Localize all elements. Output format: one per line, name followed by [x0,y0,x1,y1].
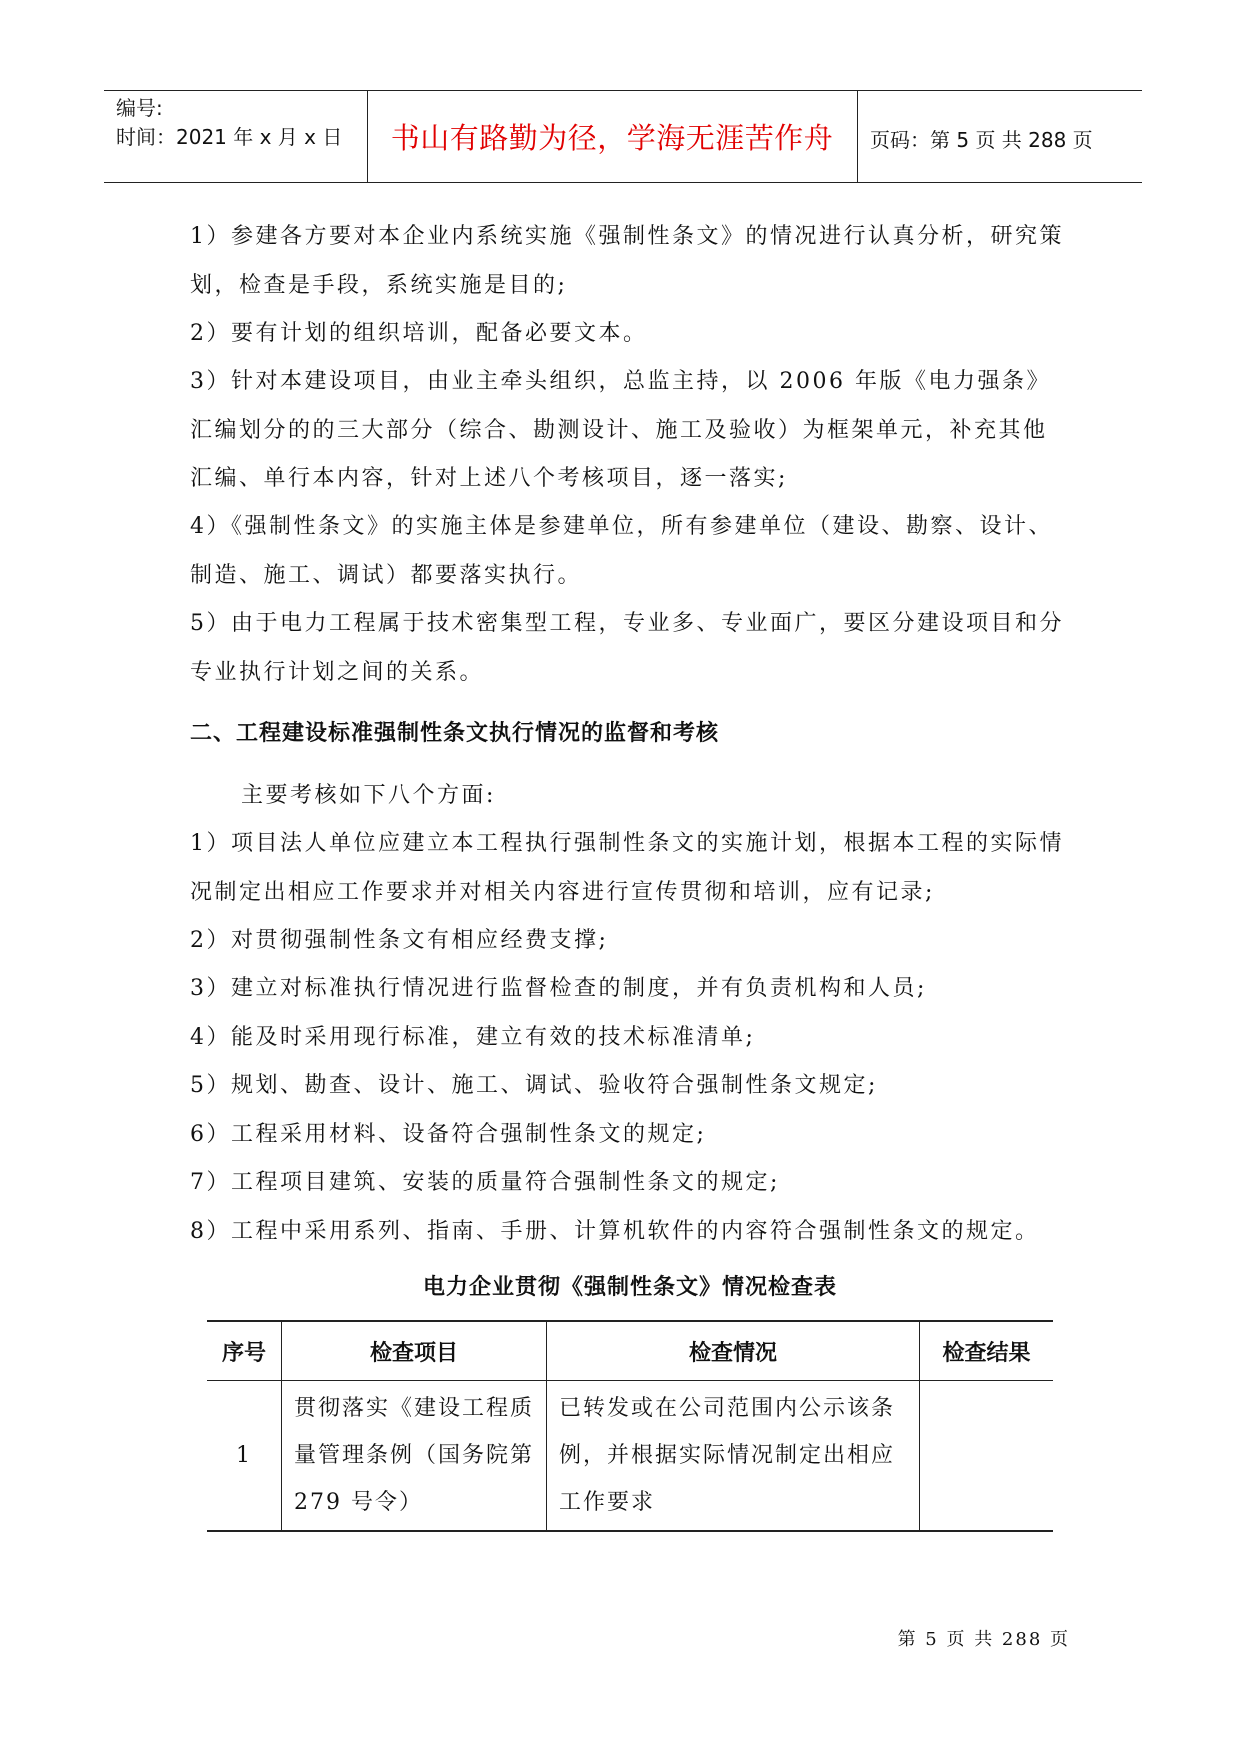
header-number-label: 编号: [116,96,163,120]
paragraph-5: 5）由于电力工程属于技术密集型工程，专业多、专业面广，要区分建设项目和分专业执行计划之间的关系。 [190,611,1064,685]
paragraph-3: 3）针对本建设项目，由业主牵头组织，总监主持，以 2006 年版《电力强条》汇编划分的的三大部分（综合、勘测设计、施工及验收）为框架单元，补充其他汇编、单行本内容，针对上述八个考核项目，逐一落实; [190,369,1051,491]
header-top-rule [104,90,1142,91]
list-item: 7）工程项目建筑、安装的质量符合强制性条文的规定; [190,1170,780,1195]
table-cell-item: 贯彻落实《建设工程质量管理条例（国务院第 279 号令） [282,1381,547,1532]
header-divider-right [857,90,858,182]
paragraph-1: 1）参建各方要对本企业内系统实施《强制性条文》的情况进行认真分析，研究策划，检查是手段，系统实施是目的; [190,224,1064,298]
section-heading: 二、工程建设标准强制性条文执行情况的监督和考核 [190,721,720,746]
list-item: 8）工程中采用系列、指南、手册、计算机软件的内容符合强制性条文的规定。 [190,1219,1040,1244]
inspection-table [207,1320,1053,1532]
table-cell-status: 已转发或在公司范围内公示该条例，并根据实际情况制定出相应工作要求 [547,1381,920,1532]
column-header: 检查情况 [547,1321,920,1381]
table-row [207,1381,1053,1532]
list-item: 5）规划、勘查、设计、施工、调试、验收符合强制性条文规定; [190,1073,878,1098]
header-time-label: 时间：2021 年 x 月 x 日 [116,125,343,149]
column-header: 检查项目 [282,1321,547,1381]
list-item: 1）项目法人单位应建立本工程执行强制性条文的实施计划，根据本工程的实际情况制定出相应工作要求并对相关内容进行宣传贯彻和培训，应有记录; [190,831,1064,905]
paragraph-2: 2）要有计划的组织培训，配备必要文本。 [190,321,648,346]
table-cell-result [920,1381,1054,1532]
page-footer: 第 5 页 共 288 页 [897,1629,1070,1650]
list-item: 4）能及时采用现行标准，建立有效的技术标准清单; [190,1025,756,1050]
table-cell-num: 1 [207,1381,282,1532]
header-page-label: 页码：第 5 页 共 288 页 [870,128,1093,152]
header-bottom-rule [104,182,1142,183]
paragraph-4: 4）《强制性条文》的实施主体是参建单位，所有参建单位（建设、勘察、设计、制造、施工、调试）都要落实执行。 [190,514,1053,588]
section-intro: 主要考核如下八个方面: [241,783,496,808]
table-title: 电力企业贯彻《强制性条文》情况检查表 [422,1275,837,1300]
list-item: 6）工程采用材料、设备符合强制性条文的规定; [190,1122,707,1147]
column-header: 检查结果 [920,1321,1054,1381]
list-item: 3）建立对标准执行情况进行监督检查的制度，并有负责机构和人员; [190,976,927,1001]
list-item: 2）对贯彻强制性条文有相应经费支撑; [190,928,609,953]
table-header-row [207,1321,1053,1381]
header-meta [116,94,342,152]
header-motto: 书山有路勤为径，学海无涯苦作舟 [390,121,834,155]
column-header: 序号 [207,1321,282,1381]
